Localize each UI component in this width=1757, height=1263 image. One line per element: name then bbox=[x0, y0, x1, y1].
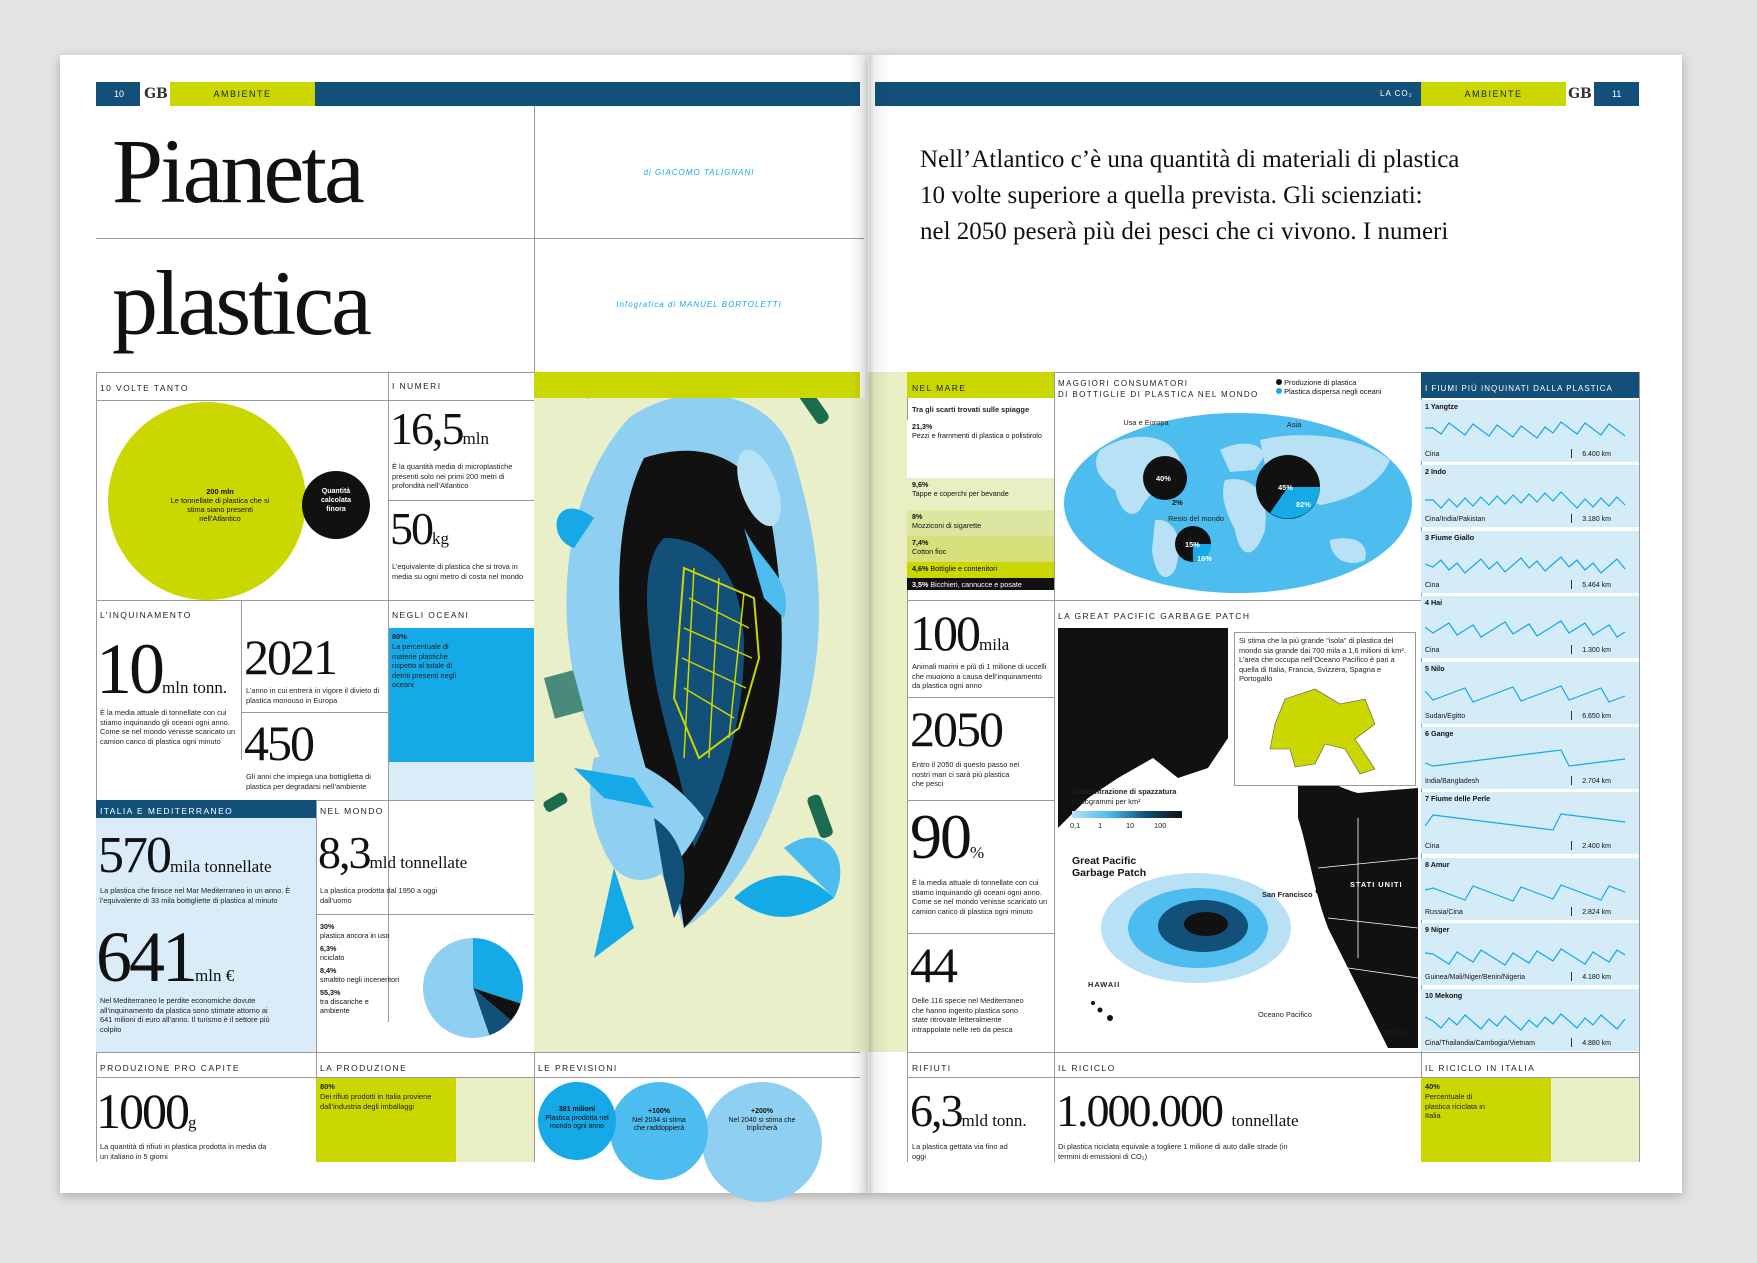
stat-10-text: È la media attuale di tonnellate con cui stiamo inquinando gli oceani ogni anno. Come se nel mondo venisse scaricato un camion carico di plastica ogni minuto bbox=[100, 708, 236, 746]
stat-50-value: 50 bbox=[390, 503, 432, 554]
logo: GB bbox=[142, 82, 170, 106]
river-divider bbox=[1571, 514, 1572, 523]
map-region-prod: 40% bbox=[1156, 474, 1171, 483]
river-divider bbox=[1571, 1038, 1572, 1047]
river-divider bbox=[1571, 972, 1572, 981]
river-name: 2 Indo bbox=[1425, 467, 1447, 477]
big-circle-text bbox=[170, 487, 270, 523]
gpgp-info-box bbox=[1234, 632, 1416, 786]
river-line bbox=[1425, 885, 1625, 901]
river-length: 3.180 km bbox=[1582, 516, 1611, 524]
river-line bbox=[1425, 1014, 1625, 1030]
lead-line1: Nell’Atlantico c’è una quantità di materiali di plastica bbox=[920, 146, 1460, 173]
stat-2021: 2021 bbox=[244, 629, 336, 685]
beach-waste-pct: 9,6% bbox=[912, 480, 929, 489]
label-negli-oceani: NEGLI OCEANI bbox=[392, 610, 470, 620]
river-line bbox=[1425, 750, 1625, 766]
river-profile bbox=[1425, 477, 1635, 511]
river-name: 3 Fiume Giallo bbox=[1425, 532, 1475, 542]
label-la-produzione: LA PRODUZIONE bbox=[320, 1063, 408, 1073]
legend-prod: Produzione di plastica bbox=[1284, 378, 1357, 387]
river-line bbox=[1425, 492, 1625, 508]
label-gpgp: LA GREAT PACIFIC GARBAGE PATCH bbox=[1058, 611, 1251, 621]
byline-author: di GIACOMO TALIGNANI bbox=[643, 168, 755, 177]
river-country: Cina bbox=[1425, 647, 1440, 655]
river-length: 6.650 km bbox=[1582, 712, 1611, 720]
river-row bbox=[1421, 400, 1639, 462]
stat-10 bbox=[96, 628, 227, 711]
river-divider bbox=[1571, 711, 1572, 720]
river-divider bbox=[1571, 841, 1572, 850]
produzione-box bbox=[316, 1078, 456, 1162]
river-row bbox=[1421, 923, 1639, 985]
nel-mare-title: Tra gli scarti trovati sulle spiagge bbox=[912, 405, 1030, 414]
river-line bbox=[1425, 686, 1625, 702]
scalebar-label: 300 km bbox=[1382, 1028, 1407, 1037]
title-line1: Pianeta bbox=[112, 120, 362, 222]
label-nel-mare: NEL MARE bbox=[912, 383, 967, 393]
stat-1-000-000-text: Di plastica riciclata equivale a togliere 1 milione di auto dalle strade (in termini di emissioni di CO₂) bbox=[1058, 1142, 1288, 1161]
beach-waste-item bbox=[907, 562, 1054, 578]
map-region-disp: 16% bbox=[1197, 554, 1212, 563]
stat-1000-unit: g bbox=[188, 1113, 197, 1132]
river-country: Sudan/Egitto bbox=[1425, 712, 1466, 720]
river-name: 4 Hai bbox=[1425, 598, 1443, 608]
label-pro-capite: PRODUZIONE PRO CAPITE bbox=[100, 1063, 240, 1073]
stat-1000-text: La quantità di rifiuti in plastica prodotta in media da un italiano in 5 giorni bbox=[100, 1142, 267, 1161]
river-country: Cina bbox=[1425, 843, 1440, 851]
label-consumatori-2: DI BOTTIGLIE DI PLASTICA NEL MONDO bbox=[1058, 390, 1259, 399]
beach-waste-item bbox=[907, 478, 1054, 510]
stat-8-3-text: La plastica prodotta dal 1950 a oggi dall’uomo bbox=[320, 886, 438, 905]
river-row bbox=[1421, 858, 1639, 920]
beach-waste-pct: 4,6% bbox=[912, 564, 929, 573]
riciclo-italia-box-light bbox=[1551, 1078, 1639, 1162]
riciclo-italia-pct: 40% bbox=[1425, 1082, 1440, 1091]
stat-16-5-unit: mln bbox=[462, 429, 489, 448]
river-profile bbox=[1425, 543, 1635, 577]
river-length: 2.400 km bbox=[1582, 843, 1611, 851]
stat-6-3 bbox=[910, 1084, 1027, 1137]
stat-1000-value: 1000 bbox=[96, 1083, 188, 1139]
stat-90 bbox=[910, 800, 984, 874]
conc-scale-labels bbox=[1070, 821, 1190, 831]
stat-570 bbox=[98, 826, 272, 885]
river-country: Cina/India/Pakistan bbox=[1425, 516, 1486, 524]
pie-legend-pct: 55,3% bbox=[320, 988, 341, 997]
stat-2050-text: Entro il 2050 di questo passo nei nostri mari ci sarà più plastica che pesci bbox=[912, 760, 1020, 788]
stat-8-3 bbox=[318, 826, 467, 879]
gpgp-info-text: Si stima che la più grande "isola" di plastica del mondo sia grande dai 700 mila a 1,6 milioni di km². L’area che occupa nell’Oceano Pacifico è pari a quella di Italia, Francia, Svizzera, Spagna e Portogallo bbox=[1239, 636, 1406, 683]
stat-50-text: L’equivalente di plastica che si trova in media su ogni metro di costa nel mondo bbox=[392, 562, 524, 581]
conc-scale-label: 10 bbox=[1126, 821, 1135, 830]
header-band-left-rest bbox=[315, 82, 860, 106]
river-name: 6 Gange bbox=[1425, 729, 1454, 738]
river-profile bbox=[1425, 1001, 1635, 1035]
label-inquinamento: L’INQUINAMENTO bbox=[100, 610, 192, 620]
stat-1000 bbox=[96, 1082, 197, 1140]
page-number-right: 11 bbox=[1612, 89, 1622, 99]
stat-90-unit: % bbox=[970, 843, 985, 862]
stat-570-value: 570 bbox=[98, 827, 170, 884]
river-row bbox=[1421, 792, 1639, 854]
river-line bbox=[1425, 422, 1625, 438]
pie-legend-item bbox=[320, 966, 400, 984]
river-profile bbox=[1425, 674, 1635, 708]
oceani-pct: 80% bbox=[392, 632, 407, 641]
beach-waste-list bbox=[907, 420, 1054, 590]
bubble-200-value: +200% bbox=[751, 1108, 773, 1115]
river-row bbox=[1421, 989, 1639, 1051]
page-gutter bbox=[850, 55, 890, 1193]
river-country: Russia/Cina bbox=[1425, 908, 1463, 916]
stat-8-3-unit: mld tonnellate bbox=[369, 853, 468, 872]
stat-6-3-unit: mld tonn. bbox=[961, 1111, 1027, 1130]
river-row bbox=[1421, 531, 1639, 593]
river-name: 1 Yangtze bbox=[1425, 402, 1459, 411]
beach-waste-text: Mozziconi di sigarette bbox=[912, 521, 982, 530]
bubble-100-text: Nel 2034 si stima che raddoppierà bbox=[632, 1116, 686, 1132]
stat-90-value: 90 bbox=[910, 801, 970, 872]
pie-legend-text: plastica ancora in uso bbox=[320, 931, 390, 940]
stat-1-000-000-unit: tonnellate bbox=[1231, 1111, 1299, 1130]
title-line2: plastica bbox=[112, 252, 369, 354]
label-consumatori-1: MAGGIORI CONSUMATORI bbox=[1058, 379, 1189, 388]
stat-1-000-000-value: 1.000.000 bbox=[1056, 1085, 1222, 1136]
river-name: 5 Nilo bbox=[1425, 663, 1445, 673]
label-nel-mondo: NEL MONDO bbox=[320, 806, 384, 816]
stat-6-3-text: La plastica gettata via fino ad oggi bbox=[912, 1142, 1008, 1161]
river-profile bbox=[1425, 412, 1635, 446]
map-labels bbox=[1060, 410, 1416, 596]
stat-6-3-value: 6,3 bbox=[910, 1085, 962, 1136]
pie-legend-text: tra discariche e ambiente bbox=[320, 997, 369, 1015]
legend-prod-dot bbox=[1276, 379, 1282, 385]
bubble-381-value: 381 milioni bbox=[558, 1106, 596, 1113]
beach-waste-item bbox=[907, 420, 1054, 478]
beach-waste-item bbox=[907, 578, 1054, 590]
logo-right: GB bbox=[1566, 82, 1594, 106]
conc-scale-bar bbox=[1072, 811, 1182, 818]
river-name: 9 Niger bbox=[1425, 925, 1450, 935]
pie-legend-text: smaltito negli inceneritori bbox=[320, 975, 400, 984]
river-profile bbox=[1425, 870, 1635, 904]
produzione-text: Dei rifiuti prodotti in Italia proviene dall’industria degli imballaggi bbox=[320, 1092, 432, 1111]
bubble-100-value: +100% bbox=[648, 1108, 670, 1115]
map-region-disp: 82% bbox=[1296, 500, 1311, 509]
bubble-100 bbox=[610, 1082, 708, 1180]
river-country: Cina bbox=[1425, 451, 1440, 458]
river-length: 2.824 km bbox=[1582, 908, 1611, 916]
beach-waste-item bbox=[907, 510, 1054, 536]
conc-scale-label: 0,1 bbox=[1070, 821, 1081, 830]
stat-10-value: 10 bbox=[96, 629, 162, 709]
river-divider bbox=[1571, 907, 1572, 916]
stat-100 bbox=[910, 604, 1009, 662]
label-riciclo: IL RICICLO bbox=[1058, 1063, 1116, 1073]
beach-waste-text: Bicchieri, cannucce e posate bbox=[930, 580, 1022, 589]
header-band-right bbox=[875, 82, 1421, 106]
bubble-381-text: Plastica prodotta nel mondo ogni anno bbox=[545, 1114, 609, 1130]
river-country: Guinea/Mali/Niger/Benin/Nigeria bbox=[1425, 974, 1525, 982]
river-length: 2.704 km bbox=[1582, 778, 1611, 785]
label-rifiuti: RIFIUTI bbox=[912, 1063, 952, 1073]
legend-disp-dot bbox=[1276, 388, 1282, 394]
big-circle-value: 200 mln bbox=[206, 487, 234, 496]
beach-waste-pct: 8% bbox=[912, 512, 923, 521]
river-country: India/Bangladesh bbox=[1425, 778, 1480, 785]
stat-16-5-value: 16,5 bbox=[390, 403, 463, 454]
bubble-381 bbox=[538, 1082, 616, 1160]
river-length: 4.880 km bbox=[1582, 1039, 1611, 1047]
map-region-disp: 2% bbox=[1172, 498, 1183, 507]
topic-right: LA CO₂ bbox=[1380, 89, 1413, 98]
river-line bbox=[1425, 557, 1625, 573]
river-length: 6.400 km bbox=[1582, 451, 1611, 458]
lead-line2: 10 volte superiore a quella prevista. Gli scienziati: bbox=[920, 182, 1423, 209]
stat-100-value: 100 bbox=[910, 605, 979, 661]
stat-641-unit: mln € bbox=[195, 966, 235, 985]
conc-sub: Chilogrammi per km² bbox=[1072, 797, 1141, 806]
stat-8-3-value: 8,3 bbox=[318, 827, 370, 878]
stat-50 bbox=[390, 502, 449, 555]
river-line bbox=[1425, 814, 1625, 830]
label-dieci-volte: 10 VOLTE TANTO bbox=[100, 383, 189, 393]
river-name: 8 Amur bbox=[1425, 859, 1450, 869]
river-profile bbox=[1425, 935, 1635, 969]
map-region-prod: 45% bbox=[1278, 483, 1293, 492]
beach-waste-text: Pezzi e frammenti di plastica o polistirolo bbox=[912, 431, 1042, 440]
oceani-box-light bbox=[389, 762, 534, 800]
big-circle-desc: Le tonnellate di plastica che si stima siano presenti nell’Atlantico bbox=[170, 496, 270, 523]
river-name: 7 Fiume delle Perle bbox=[1425, 794, 1491, 804]
label-italia: ITALIA E MEDITERRANEO bbox=[100, 806, 234, 816]
lead-line3: nel 2050 peserà più dei pesci che ci vivono. I numeri bbox=[920, 218, 1449, 245]
label-ocean: Oceano Pacifico bbox=[1258, 1010, 1312, 1019]
plastic-destination-pie bbox=[420, 935, 526, 1041]
produzione-pct: 80% bbox=[320, 1082, 335, 1091]
label-i-numeri: I NUMERI bbox=[392, 381, 442, 391]
stat-450: 450 bbox=[244, 715, 313, 771]
pie-legend-text: riciclato bbox=[320, 953, 345, 962]
bubble-200-text: Nel 2040 si stima che triplicherà bbox=[728, 1116, 796, 1132]
beach-waste-pct: 21,3% bbox=[912, 422, 933, 431]
pie-legend-item bbox=[320, 944, 400, 962]
bubble-200 bbox=[702, 1082, 822, 1202]
page-number-left: 10 bbox=[114, 89, 125, 99]
stat-50-unit: kg bbox=[432, 529, 449, 548]
stat-16-5-text: È la quantità media di microplastiche presenti solo nei primi 200 metri di profondità nell’Atlantico bbox=[392, 462, 513, 490]
river-row bbox=[1421, 727, 1639, 789]
river-divider bbox=[1571, 776, 1572, 785]
beach-waste-pct: 3,5% bbox=[912, 580, 929, 589]
stat-100-text: Animali marini e più di 1 milione di uccelli che muoiono a causa dell’inquinamento da plastica ogni anno bbox=[912, 662, 1047, 690]
river-profile bbox=[1425, 608, 1635, 642]
stat-16-5 bbox=[390, 402, 489, 455]
river-profile bbox=[1425, 804, 1635, 838]
label-previsioni: LE PREVISIONI bbox=[538, 1063, 618, 1073]
label-riciclo-italia: IL RICICLO IN ITALIA bbox=[1425, 1063, 1536, 1073]
beach-waste-pct: 7,4% bbox=[912, 538, 929, 547]
stat-90-text: È la media attuale di tonnellate con cui stiamo inquinando gli oceani ogni anno. Come se nel mondo venisse scaricato un camion carico di plastica ogni minuto bbox=[912, 878, 1048, 916]
map-region-name: Usa e Europa bbox=[1123, 418, 1169, 427]
produzione-box-light bbox=[456, 1078, 534, 1162]
label-fiumi: I FIUMI PIÙ INQUINATI DALLA PLASTICA bbox=[1425, 384, 1613, 393]
river-length: 1.300 km bbox=[1582, 647, 1611, 655]
beach-waste-item bbox=[907, 536, 1054, 562]
map-region-prod: 15% bbox=[1185, 540, 1200, 549]
pie-legend-item bbox=[320, 922, 400, 940]
label-sf: San Francisco bbox=[1262, 890, 1313, 899]
river-line bbox=[1425, 621, 1625, 637]
riciclo-italia-text: Percentuale di plastica riciclata in Italia bbox=[1425, 1092, 1485, 1120]
river-row bbox=[1421, 465, 1639, 527]
river-country: Cina/Thailandia/Cambogia/Vietnam bbox=[1425, 1039, 1535, 1047]
beach-waste-text: Bottiglie e contenitori bbox=[930, 564, 998, 573]
map-legend bbox=[1276, 378, 1381, 396]
byline-infographic: Infografica di MANUEL BORTOLETTI bbox=[616, 300, 782, 309]
pie-legend-pct: 30% bbox=[320, 922, 335, 931]
section-tag-left: AMBIENTE bbox=[170, 82, 315, 106]
river-name: 10 Mekong bbox=[1425, 990, 1463, 1000]
stat-641 bbox=[96, 916, 234, 999]
river-line bbox=[1425, 949, 1625, 965]
conc-scale-label: 100 bbox=[1154, 821, 1167, 830]
gpgp-name: Great Pacific Garbage Patch bbox=[1072, 855, 1147, 879]
europe-area-map bbox=[1255, 679, 1395, 783]
river-row bbox=[1421, 596, 1639, 658]
oceani-text: La percentuale di materie plastiche rispetto al totale di detriti presenti negli oceani bbox=[392, 642, 457, 689]
map-region-name: Resto del mondo bbox=[1168, 514, 1224, 523]
conc-title: Concentrazione di spazzatura bbox=[1072, 787, 1177, 796]
river-divider bbox=[1571, 645, 1572, 654]
stat-2021-text: L’anno in cui entrerà in vigore il divieto di plastica monouso in Europa bbox=[246, 686, 380, 705]
label-hawaii: HAWAII bbox=[1088, 980, 1121, 989]
pie-legend-pct: 6,3% bbox=[320, 944, 337, 953]
river-length: 5.464 km bbox=[1582, 581, 1611, 589]
label-usa: STATI UNITI bbox=[1350, 880, 1403, 889]
stat-44-text: Delle 116 specie nel Mediterraneo che hanno ingerito plastica sono state ritrovate letteralmente intrappolate nelle reti da pesca bbox=[912, 996, 1024, 1034]
stat-641-value: 641 bbox=[96, 917, 195, 997]
beach-waste-text: Cotton fioc bbox=[912, 547, 947, 556]
stat-2050: 2050 bbox=[910, 701, 1002, 757]
stat-1-000-000 bbox=[1056, 1084, 1299, 1137]
river-divider bbox=[1571, 580, 1572, 589]
stat-570-text: La plastica che finisce nel Mar Mediterraneo in un anno. È l’equivalente di 33 mila bottigliette di plastica al minuto bbox=[100, 886, 291, 905]
illustration-top-band bbox=[534, 372, 860, 398]
river-country: Cina bbox=[1425, 581, 1440, 589]
pie-legend-pct: 8,4% bbox=[320, 966, 337, 975]
river-profile bbox=[1425, 739, 1635, 773]
conc-scale-label: 1 bbox=[1098, 821, 1103, 830]
stat-10-unit: mln tonn. bbox=[162, 678, 228, 697]
stat-570-unit: mila tonnellate bbox=[170, 857, 272, 876]
stat-641-text: Nel Mediterraneo le perdite economiche dovute all’inquinamento da plastica sono stimate attorno ai 641 milioni di euro all’anno. Il turismo è il settore più colpito bbox=[100, 996, 270, 1034]
map-region-name: Asia bbox=[1286, 420, 1302, 429]
lead-text bbox=[920, 142, 1459, 250]
pie-legend bbox=[320, 922, 400, 1019]
beach-waste-text: Tappe e coperchi per bevande bbox=[912, 489, 1009, 498]
stat-44: 44 bbox=[910, 937, 956, 993]
river-divider bbox=[1571, 449, 1572, 458]
pie-legend-item bbox=[320, 988, 400, 1015]
river-row bbox=[1421, 662, 1639, 724]
river-length: 4.180 km bbox=[1582, 974, 1611, 982]
stat-450-text: Gli anni che impiega una bottiglietta di plastica per degradarsi nell’ambiente bbox=[246, 772, 371, 791]
small-circle: Quantità calcolata finora bbox=[302, 471, 370, 539]
section-tag-right: AMBIENTE bbox=[1421, 82, 1566, 106]
legend-disp: Plastica dispersa negli oceani bbox=[1284, 387, 1382, 396]
stat-100-unit: mila bbox=[979, 635, 1010, 654]
